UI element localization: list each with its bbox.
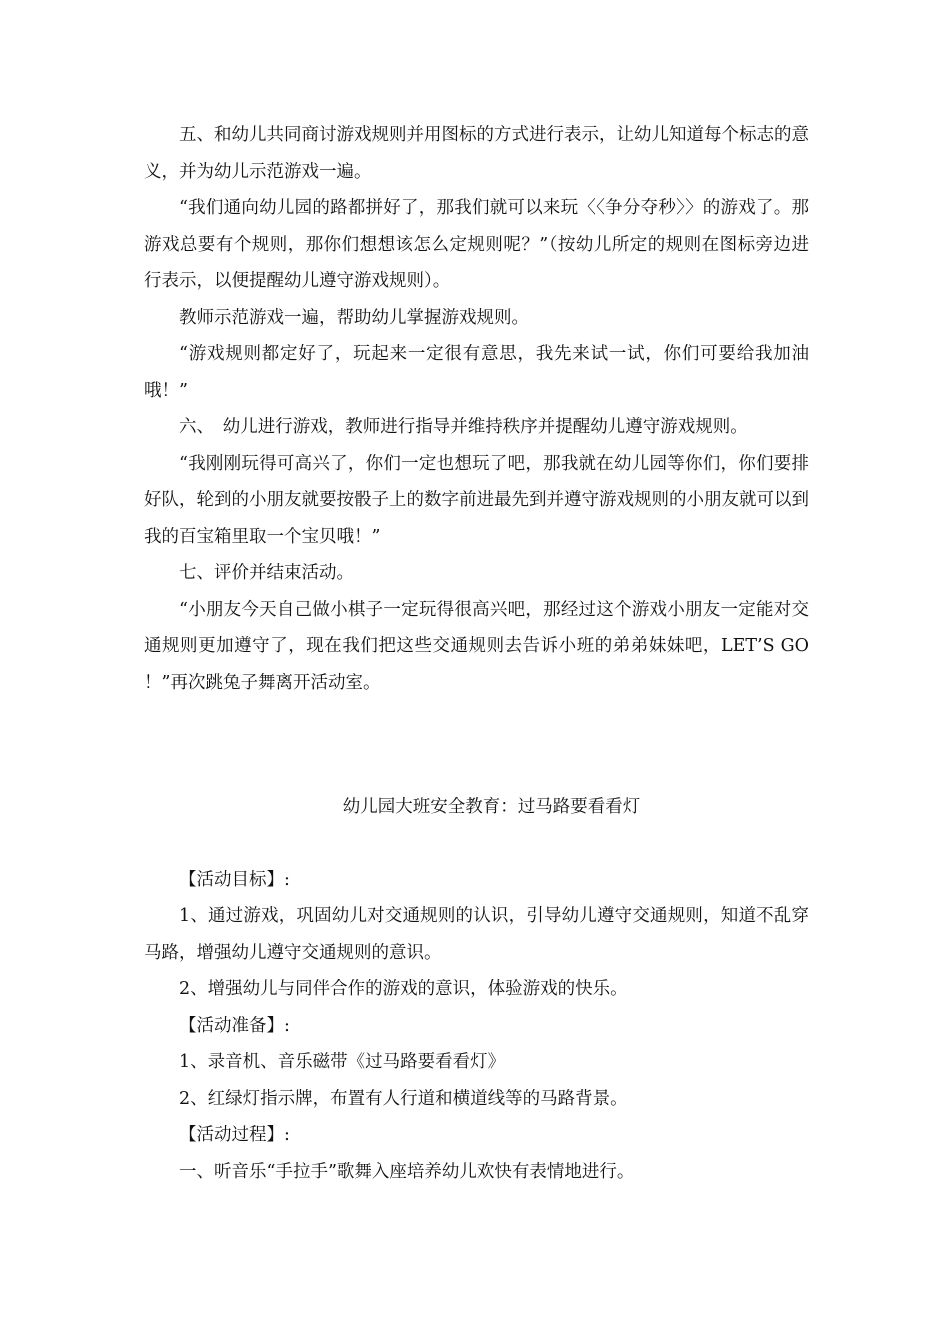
paragraph-step-five: 五、和幼儿共同商讨游戏规则并用图标的方式进行表示，让幼儿知道每个标志的意义，并为幼儿示范游戏一遍。: [144, 125, 809, 182]
paragraph-quote-end: “小朋友今天自己做小棋子一定玩得很高兴吧，那经过这个游戏小朋友一定能对交通规则更加遵守了，现在我们把这些交通规则去告诉小班的弟弟妹妹吧，LET’S GO ！”再次跳兔子舞离开活动室。: [144, 599, 809, 693]
paragraph-quote-try: “游戏规则都定好了，玩起来一定很有意思，我先来试一试，你们可要给我加油哦！”: [144, 344, 809, 401]
prep-item-2: 2、红绿灯指示牌，布置有人行道和横道线等的马路背景。: [179, 1088, 628, 1109]
prep-item-1: 1、录音机、音乐磁带《过马路要看看灯》: [179, 1052, 506, 1072]
heading-activity-goal: 【活动目标】:: [179, 869, 290, 890]
heading-activity-process: 【活动过程】:: [179, 1125, 290, 1145]
paragraph-quote-rules: “我们通向幼儿园的路都拼好了，那我们就可以来玩〈〈争分夺秒〉〉的游戏了。那游戏总要有个规则，那你们想想该怎么定规则呢？”（按幼儿所定的规则在图标旁边进行表示，以便提醒幼儿遵守游戏规则）。: [144, 198, 809, 291]
paragraph-step-seven: 七、评价并结束活动。: [179, 563, 354, 583]
goal-item-1: 1、通过游戏，巩固幼儿对交通规则的认识，引导幼儿遵守交通规则，知道不乱穿马路，增强幼儿遵守交通规则的意识。: [144, 906, 809, 963]
paragraph-step-six: 六、 幼儿进行游戏，教师进行指导并维持秩序并提醒幼儿遵守游戏规则。: [179, 417, 748, 437]
goal-item-2: 2、增强幼儿与同伴合作的游戏的意识，体验游戏的快乐。: [179, 979, 628, 999]
paragraph-quote-play: “我刚刚玩得可高兴了，你们一定也想玩了吧，那我就在幼儿园等你们，你们要排好队，轮到的小朋友就要按骰子上的数字前进最先到并遵守游戏规则的小朋友就可以到我的百宝箱里取一个宝贝哦！”: [144, 453, 809, 547]
title-spacer: [144, 826, 809, 862]
heading-activity-prep: 【活动准备】:: [179, 1015, 290, 1036]
paragraph-teacher-demo: 教师示范游戏一遍，帮助幼儿掌握游戏规则。: [179, 307, 529, 328]
section-spacer: [144, 701, 809, 789]
document-body: [144, 117, 809, 1190]
lesson-title: 幼儿园大班安全教育：过马路要看看灯: [342, 797, 641, 817]
process-item-1: 一、听音乐“手拉手”歌舞入座培养幼儿欢快有表情地进行。: [179, 1161, 635, 1182]
